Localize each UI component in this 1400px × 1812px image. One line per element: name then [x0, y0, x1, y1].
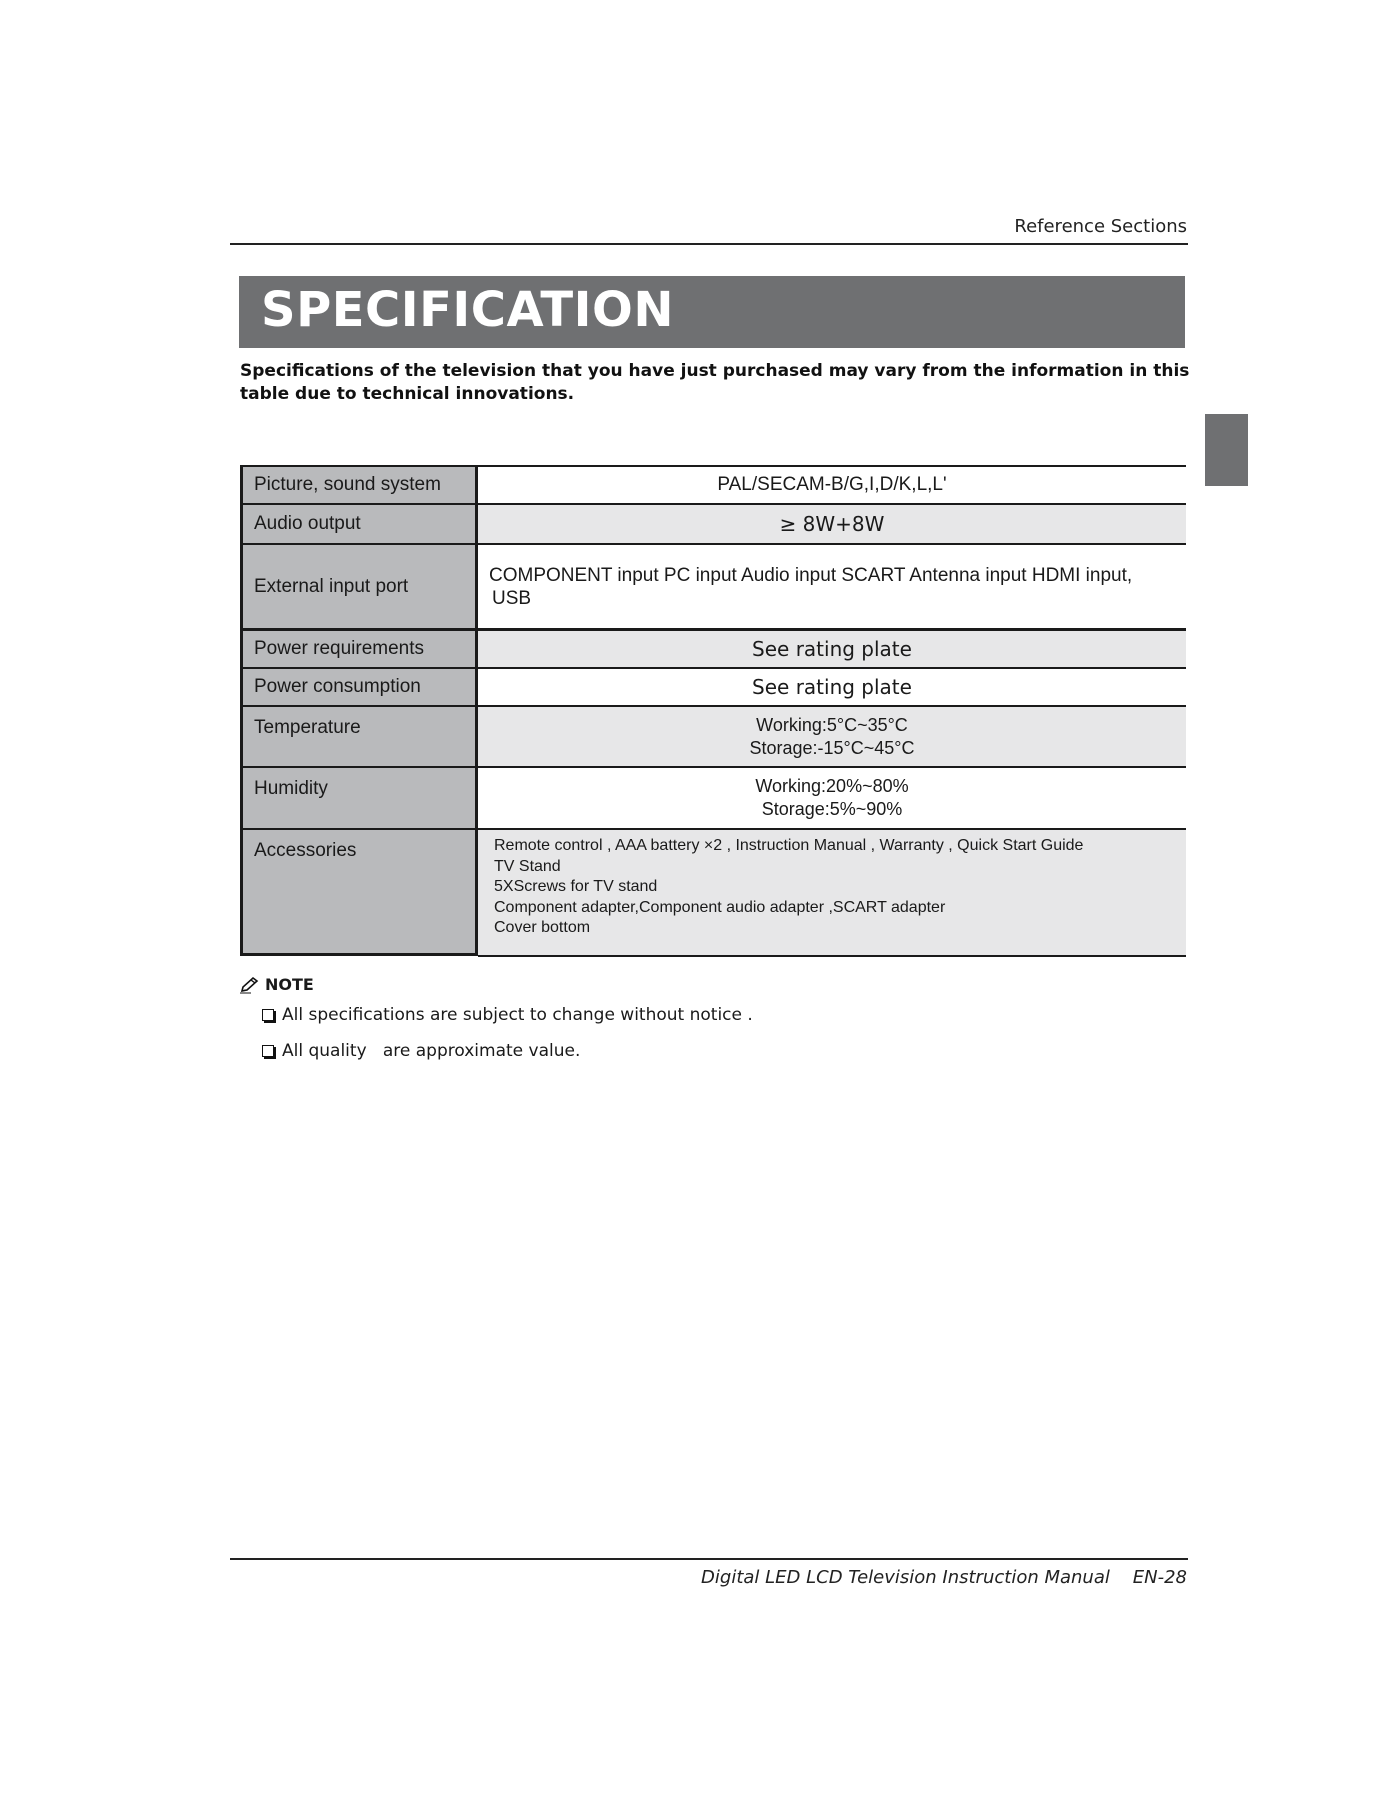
- checkbox-bullet-icon: [262, 1009, 274, 1021]
- spec-value-line: Storage:-15°C~45°C: [749, 737, 915, 758]
- spec-value: [478, 830, 1186, 956]
- spec-value-line: Storage:5%~90%: [761, 799, 903, 819]
- spec-label: Temperature: [240, 707, 478, 766]
- table-row: [240, 505, 1186, 543]
- spec-value-line: COMPONENT input PC input Audio input SCART Antenna input HDMI input,: [489, 564, 1133, 586]
- running-header: Reference Sections: [1014, 216, 1187, 237]
- table-border: [478, 955, 1186, 957]
- accessory-item: Component adapter,Component audio adapter ,SCART adapter: [494, 898, 946, 916]
- spec-value-line: Working:5°C~35°C: [756, 714, 908, 735]
- spec-label: Power requirements: [240, 631, 478, 667]
- spec-value-line: Working:20%~80%: [755, 776, 909, 796]
- table-row: [240, 545, 1186, 628]
- table-row: [240, 768, 1186, 828]
- spec-value: [478, 768, 1186, 828]
- pencil-icon: [239, 976, 261, 994]
- accessory-item: Remote control , AAA battery ×2 , Instruction Manual , Warranty , Quick Start Guide: [494, 837, 1084, 854]
- note-title: NOTE: [265, 975, 314, 994]
- title-banner: [239, 276, 1185, 348]
- spec-value: [478, 545, 1186, 628]
- header-divider: [230, 243, 1188, 245]
- spec-value: See rating plate: [478, 669, 1186, 705]
- table-row: [240, 669, 1186, 705]
- spec-value: [478, 707, 1186, 766]
- spec-label: Picture, sound system: [240, 467, 478, 503]
- spec-label: Power consumption: [240, 669, 478, 705]
- spec-label: Audio output: [240, 505, 478, 543]
- checkbox-bullet-icon: [262, 1045, 274, 1057]
- accessory-item: 5XScrews for TV stand: [494, 878, 658, 895]
- table-row: [240, 707, 1186, 766]
- spec-value: PAL/SECAM-B/G,I,D/K,L,L': [478, 467, 1186, 503]
- spec-label: Accessories: [240, 830, 478, 956]
- spec-value: See rating plate: [478, 631, 1186, 667]
- footer-divider: [230, 1558, 1188, 1560]
- accessory-item: Cover bottom: [494, 919, 591, 936]
- spec-value: ≥ 8W+8W: [478, 505, 1186, 543]
- spec-label: Humidity: [240, 768, 478, 828]
- note-item: [262, 1041, 580, 1061]
- note-text: All specifications are subject to change without notice .: [282, 1005, 753, 1025]
- note-text: All quality are approximate value.: [282, 1041, 581, 1061]
- note-heading: [239, 975, 314, 994]
- table-row: [240, 467, 1186, 503]
- spec-label: External input port: [240, 545, 478, 628]
- accessory-item: TV Stand: [494, 857, 561, 875]
- table-row: [240, 830, 1186, 956]
- section-tab-marker: [1205, 414, 1248, 486]
- note-item: [262, 1005, 753, 1025]
- table-row: [240, 631, 1186, 667]
- page-footer: Digital LED LCD Television Instruction Manual EN-28: [701, 1567, 1187, 1588]
- spec-value-line: USB: [492, 587, 532, 609]
- intro-paragraph: Specifications of the television that you have just purchased may vary from the information in this table due to technical innovations.: [240, 361, 1190, 404]
- page-title: SPECIFICATION: [261, 282, 674, 338]
